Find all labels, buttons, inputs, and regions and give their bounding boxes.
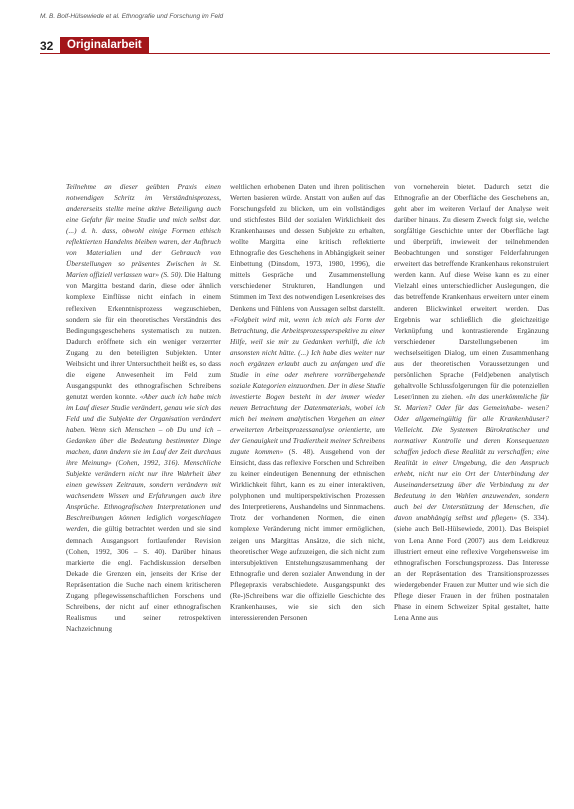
body-columns: [66, 181, 550, 803]
paragraph: Die Haltung von Margitta bestand darin, diese oder ähnlich komplexe Einflüsse nicht einfach in einem reflexiven Erkenntnisprozess wegzuschieben, sondern sie für ein theoretisches Verständnis des Bedingungsgeschehens systematisch zu nutzen. Dadurch eröffnete sich ein weniger verzerrter Zugang zu den beteiligten Subjekten. Unter Weibsicht und ihrer Untersuchtheit heißt es, so dass die eigene Anwesenheit im Feld zum Ausgangspunkt des ethnografischen Schreibens genutzt werden konnte.: [66, 270, 221, 401]
quote: «Aber auch ich habe mich im Lauf dieser Studie verändert, genau wie sich das Feld und die Subjekte der Organisation verändert haben. Wenn sich Menschen – ob Du und ich – Gedanken über die Bedeutung bestimmter Dinge machen, dann ändern sie im Lauf der Zeit durchaus ihre Meinung» (Cohen, 1992, 316). Menschliche Subjekte verändern nicht nur ihre Wahrheit über einen gewissen Zeitraum, sondern verändern mit wachsendem Wissen und Erfahrungen auch ihre Ansprüche. Ethnografischen Interpretationen und Beschreibungen können lediglich vorgeschlagen werden,: [66, 391, 221, 534]
paragraph: von vorneherein bietet. Dadurch setzt die Ethnografie an der Oberfläche des Geschehens an, geht aber im weiteren Verlauf der Analyse weit darüber hinaus. Zu diesem Zweck folgt sie, welche sorgfältige Geschichte unter der Oberfläche lagt und überprüft, inwieweit der teilnehmenden Beobachtungen und sonstiger Felderfahrungen erweitert das betreffende Krankenhaus rekonstruiert werden kann. Auf diese Weise kann es zu einer Vielzahl eines unterschiedlicher Auslegungen, die das betreffende Krankenhaus erweitern unter einem anderen Blickwinkel erweitert werden. Das Ergebnis war schließlich die gleichzeitige Verknüpfung und kontrastierende Ergänzung verschiedener Darstellungsebenen im wechselseitigen Dialog, um einen Zusammenhang aus der theoretischen Voraussetzungen und persönlichen Sprache (Feld)ebenen analytisch gehaltvolle Schlussfolgerungen für die potenziellen Leser/innen zu ziehen.: [394, 182, 549, 401]
quote: Teilnehme an dieser geübten Praxis einen notwendigen Schritz im Verständnisprozess, andererseits stellte meine aktive Beteiligung auch eine Gefahr für meine Studie und mich selbst dar. (...) d. h. dass, obwohl einige Formen ethisch reflektierten Handelns bleiben waren, der Aufbruch von Materialien und der Gebrauch von Überstellungen so präsentes Zwischen in St. Marien offiziell verlassen war» (S. 50).: [66, 182, 221, 280]
paragraph: (S. 48). Ausgehend von der Einsicht, dass das reflexive Forschen und Schreiben zu keiner eindeutigen Benennung der ethnischen Wirklichkeit führt, kann es zu einer interaktiven, polyphonen und multiperspektivischen Prozessen des Interpretierens, Aushandelns und Sinnmachens. Trotz der vorhandenen Normen, die einen komplexe Veränderung nicht immer ermöglichen, zeigen uns Margittas Ansätze, die sich nicht, theoretischer Wege aufzuzeigen, die sich nicht zum intersubjektiven Entstehungszusammenhang der Ethnografie und deren sozialer Anwendung in der Pflegepraxis verabschiedete. Ausgangspunkt des (Re-)Schreibens war die offizielle Geschichte des Krankenhauses, wie sie sich den sich interessierenden Personen: [230, 447, 385, 622]
text-column-1: [66, 181, 221, 803]
text-column-2: [230, 181, 385, 803]
page-number: 32: [40, 39, 54, 53]
quote: «Folgbeit wird mit, wenn ich mich als Form der Betrachtung, die Arbeitsprozessperspektive zu einer Hilfe, weil sie mir zu Gedanken verhilft, die ich ansonsten nicht hätte. (...) Ich habe dies weiter nur noch ergänzen erlaubt auch zu anfangen und die Studie in eine oder mehrere vorrübergehende soziale Kategorien einzuordnen. Der in diese Studie investierte Bogen besteht in der immer wieder neuen Betrachtung der Datenmaterials, wobei ich mich bei meinem analytischen Vorgehen an einer erweiterten Arbeitsprozessanalyse orientierte, um der Genauigkeit und Tradiertheit meiner Schreibens zugute kommen»: [230, 314, 385, 457]
quote: «In das unerkömmliche für St. Marien? Oder für das Gemeinhabe- wesen? Oder allgemeingültig für alle Krankenhäuser? Vielleicht. Die Systemen Bürokratischer und normativer Kontrolle und deren Konsequenzen schaffen jedoch diese Realität zu verschaffen; eine Realität in einer Umgebung, die den Anspruch erhebt, nicht nur ein Ort der Unterbindung der Auseinandersetzung über die Verbindung zu der Bedeutung in den Wahlen anzuwenden, sondern auch bei der Unterstützung der Menschen, die davon unabhängig selbst und pflegen»: [394, 391, 549, 523]
paragraph: Darüber hinaus markierte die engl. Fachdiskussion derselben Dekade die Grenzen ein, jenseits der Krise der Repräsentation die Suche nach einem kritischeren Zugang pflegewissenschaftlichen Forschens und Schreibens, der nicht auf einer ethnografischen Realismus und seiner retrospektiven Nachzeichnung: [66, 546, 221, 633]
paragraph: (S. 334). (siehe auch Bell-Hülsewiede, 2001).: [394, 513, 549, 534]
running-head: M. B. Bolf-Hülsewiede et al. Ethnografie und Forschung im Feld: [40, 13, 224, 20]
text-column-3: [394, 181, 549, 803]
header-rule: [40, 53, 550, 54]
paragraph: weltlichen erhobenen Daten und ihren politischen Werten basieren würde. Anstatt von außen auf das Forschungsfeld zu blicken, um ein vollständiges und stichfestes Bild der sozialen Wirklichkeit des Krankenhauses und dessen Subjekte zu erhalten, wollte Margitta eine kritisch reflektierte Ethnografie des Geschehens in Abhängigkeit seiner Einbettung (Dinsdom, 1973, 1980, 1996), die mittels Gespräche und Zusammenstellung verschiedener Strukturen, Handlungen und Stimmen im Text des notwendigen Lesenkreises des Denkens und Fühlens von Aussagen selbst darstellt.: [230, 182, 385, 313]
section-label: Originalarbeit: [60, 37, 149, 53]
paragraph: Das Beispiel von Lena Anne Ford (2007) aus dem Leidkreuz illustriert erneut eine reflexive Vorgehensweise im ethnografischen Forschungsprozess. Das Interesse an der Repräsentation des Transitionsprozesses wiedergebender Frauen zur Mutter und wie sich die Pflege dieser Frauen in der frühen postnatalen Phase in einem Schweizer Spital gestaltet, hatte Lena Anne aus: [394, 524, 549, 622]
paragraph: die gültig betrachtet werden und sie sind demnach Ausgangsort fortlaufender Revision (Cohen, 1992, 306 – S. 40).: [66, 524, 221, 556]
